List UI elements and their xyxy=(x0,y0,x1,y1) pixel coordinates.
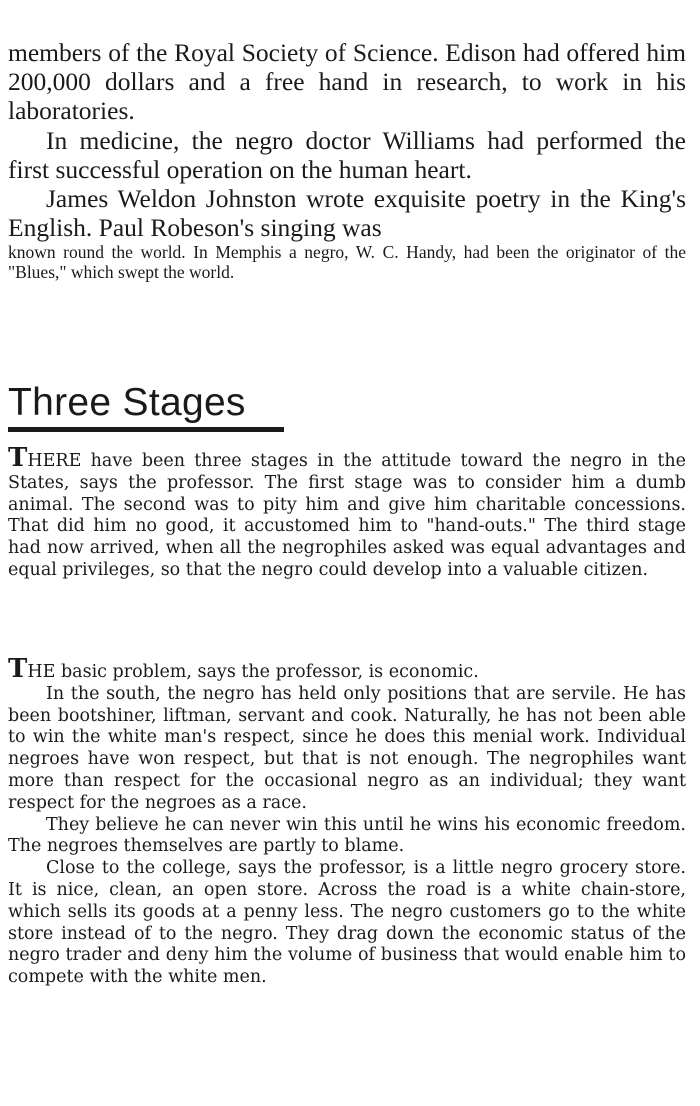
article-section-economic xyxy=(8,654,686,989)
paragraph-three-stages xyxy=(8,443,686,582)
section-heading: Three Stages xyxy=(8,381,284,432)
paragraph-grocery-store: Close to the college, says the professor, is a little negro grocery store. It is nice, clean, an open store. Across the road is a white chain-store, which sells its goods at a penny less. The negro customers go to the white store instead of to the negro. They drag down the economic status of the negro trader and deny him the volume of business that would enable him to compete with the white men. xyxy=(8,858,686,988)
intro-paragraph-edison: members of the Royal Society of Science. Edison had offered him 200,000 dollars and a free hand in research, to work in his laboratories. xyxy=(8,38,686,126)
intro-paragraph-poetry: James Weldon Johnston wrote exquisite poetry in the King's English. Paul Robeson's singing was xyxy=(8,184,686,243)
paragraph-servile-positions: In the south, the negro has held only positions that are servile. He has been bootshiner, liftman, servant and cook. Naturally, he has not been able to win the white man's respect, since he does this menial work. Individual negroes have won respect, but that is not enough. The negrophiles want more than respect for the occasional negro as an individual; they want respect for the negroes as a race. xyxy=(8,683,686,813)
article-section-stages xyxy=(8,443,686,582)
intro-paragraph-medicine: In medicine, the negro doctor Williams had performed the first successful operation on the human heart. xyxy=(8,125,686,184)
intro-text xyxy=(8,38,686,282)
paragraph-economic-freedom: They believe he can never win this until he wins his economic freedom. The negroes themselves are partly to blame. xyxy=(8,814,686,857)
paragraph-three-stages-text: HERE have been three stages in the attitude toward the negro in the States, says the professor. The first stage was to consider him a dumb animal. The second was to pity him and give him charitable concessions. That did him no good, it accustomed him to "hand-outs." The third stage had now arrived, when all the negrophiles asked was equal advantages and equal privileges, so that the negro could develop into a valuable citizen. xyxy=(8,451,686,580)
drop-cap: T xyxy=(8,443,28,473)
intro-paragraph-blues: known round the world. In Memphis a negro, W. C. Handy, had been the originator of the "Blues," which swept the world. xyxy=(8,242,686,283)
drop-cap: T xyxy=(8,654,28,684)
paragraph-basic-problem xyxy=(8,654,686,684)
paragraph-basic-problem-text: HE basic problem, says the professor, is economic. xyxy=(27,662,479,682)
